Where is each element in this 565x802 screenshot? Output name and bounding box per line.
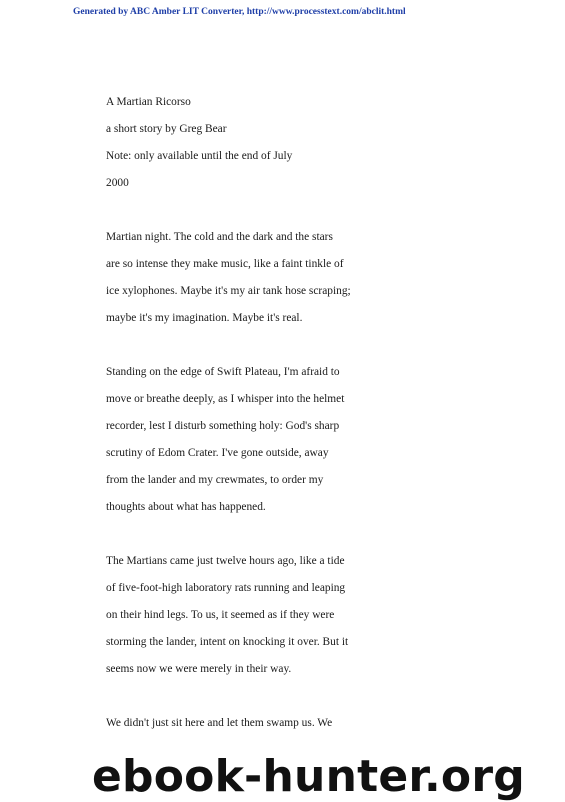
paragraph-line: The Martians came just twelve hours ago, like a tide (106, 555, 345, 567)
paragraph-line: maybe it's my imagination. Maybe it's real. (106, 312, 303, 324)
paragraph-line: of five-foot-high laboratory rats running and leaping (106, 582, 346, 594)
paragraph-line: recorder, lest I disturb something holy: God's sharp (106, 420, 340, 432)
paragraph-line: storming the lander, intent on knocking it over. But it (106, 636, 349, 648)
paragraph-line: on their hind legs. To us, it seemed as if they were (106, 609, 335, 621)
paragraph-line: Standing on the edge of Swift Plateau, I'm afraid to (106, 366, 340, 378)
paragraph-line: seems now we were merely in their way. (106, 663, 292, 675)
paragraph-line: thoughts about what has happened. (106, 501, 266, 513)
paragraph-line: scrutiny of Edom Crater. I've gone outside, away (106, 447, 329, 459)
paragraph-line: We didn't just sit here and let them swamp us. We (106, 717, 333, 729)
converter-header-link[interactable]: Generated by ABC Amber LIT Converter, http://www.processtext.com/abclit.html (73, 7, 406, 17)
paragraph-line: Martian night. The cold and the dark and the stars (106, 231, 333, 243)
availability-year: 2000 (106, 177, 129, 189)
paragraph-line: ice xylophones. Maybe it's my air tank hose scraping; (106, 285, 351, 297)
paragraph-line: are so intense they make music, like a faint tinkle of (106, 258, 344, 270)
paragraph-line: move or breathe deeply, as I whisper into the helmet (106, 393, 345, 405)
story-byline: a short story by Greg Bear (106, 123, 227, 135)
availability-note: Note: only available until the end of July (106, 150, 293, 162)
story-title: A Martian Ricorso (106, 96, 191, 108)
watermark-logo: ebook-hunter.org (92, 751, 525, 802)
paragraph-line: from the lander and my crewmates, to order my (106, 474, 324, 486)
